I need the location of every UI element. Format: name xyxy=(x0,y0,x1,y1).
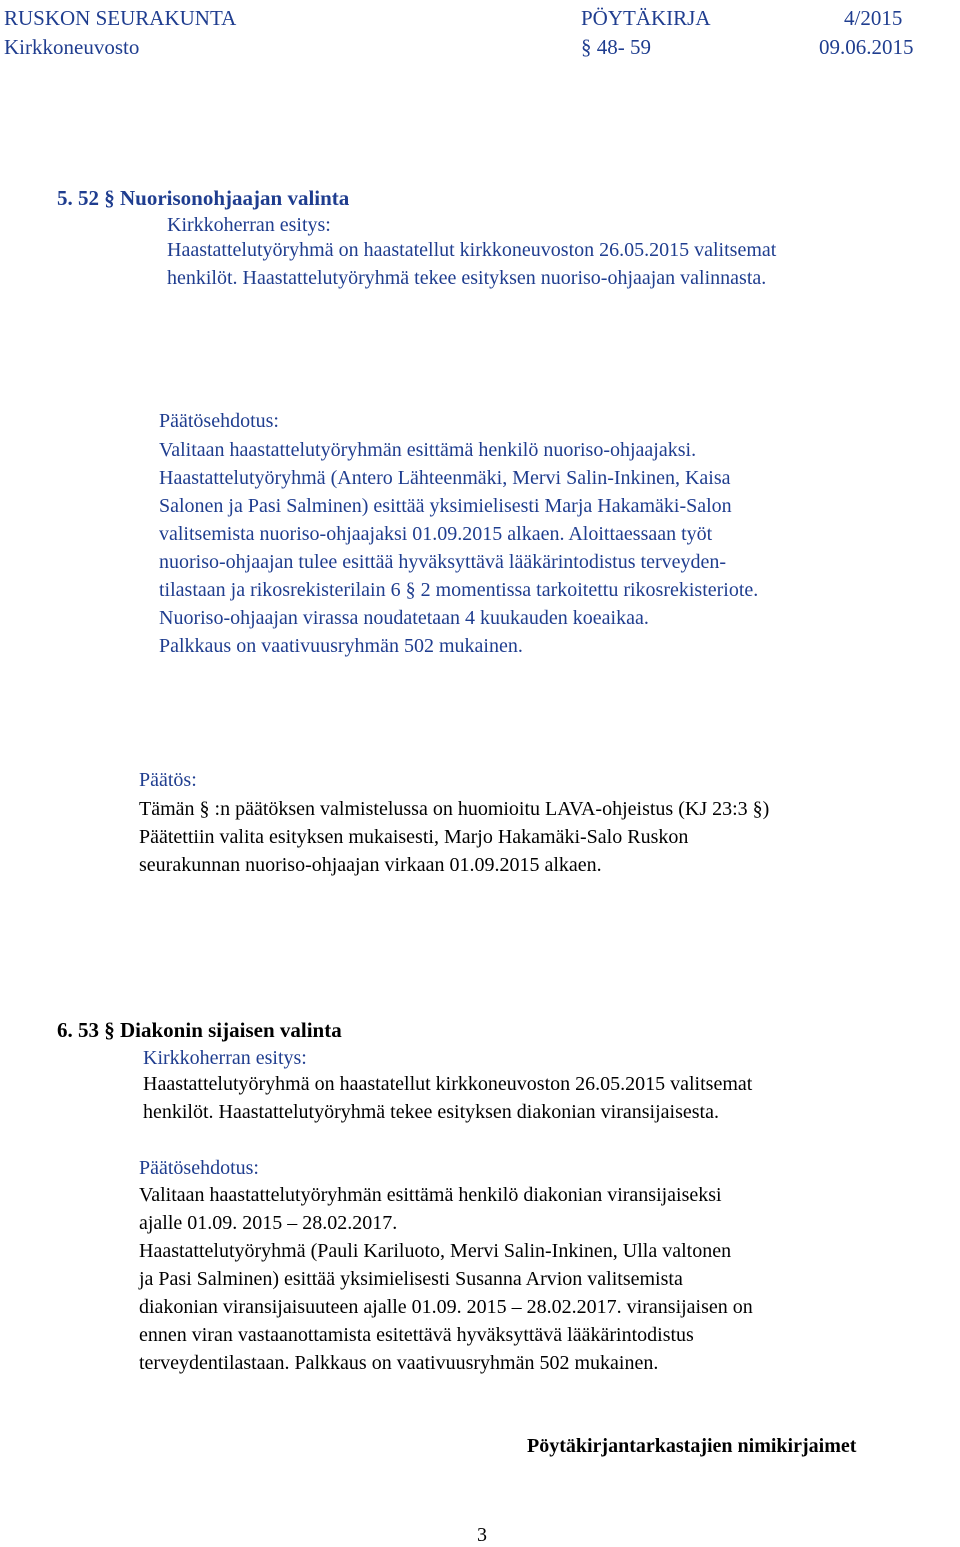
item5-decision xyxy=(139,795,939,879)
item5-number: 5. xyxy=(57,186,73,210)
item5-draft-line: valitsemista nuoriso-ohjaajaksi 01.09.2015 alkaen. Aloittaessaan työt xyxy=(159,523,713,545)
item6-draft-line: diakonian viransijaisuuteen ajalle 01.09. 2015 – 28.02.2017. viransijaisen on xyxy=(139,1296,753,1318)
item6-title: Diakonin sijaisen valinta xyxy=(120,1018,342,1042)
item5-draft-line: nuoriso-ohjaajan tulee esittää hyväksyttävä lääkärintodistus terveyden- xyxy=(159,551,727,573)
item5-draft xyxy=(159,436,949,660)
item5-decision-line: Tämän § :n päätöksen valmistelussa on huomioitu LAVA-ohjeistus (KJ 23:3 §) xyxy=(139,798,770,820)
item6-draft-line: ja Pasi Salminen) esittää yksimielisesti Susanna Arvion valitsemista xyxy=(139,1268,683,1290)
item6-proposal-line: Haastattelutyöryhmä on haastatellut kirkkoneuvoston 26.05.2015 valitsemat xyxy=(143,1073,753,1095)
item5-proposal-line: henkilöt. Haastattelutyöryhmä tekee esityksen nuoriso-ohjaajan valinnasta. xyxy=(167,267,767,289)
item6-draft xyxy=(139,1181,939,1377)
item6-proposal-line: henkilöt. Haastattelutyöryhmä tekee esityksen diakonian viransijaisesta. xyxy=(143,1101,719,1123)
item5-draft-line: Haastattelutyöryhmä (Antero Lähteenmäki, Mervi Salin-Inkinen, Kaisa xyxy=(159,467,731,489)
item5-decision-line: Päätettiin valita esityksen mukaisesti, Marjo Hakamäki-Salo Ruskon xyxy=(139,826,689,848)
item5-proposal xyxy=(167,236,947,292)
item6-heading xyxy=(57,1018,342,1042)
item5-heading xyxy=(57,186,349,210)
item6-draft-line: terveydentilastaan. Palkkaus on vaativuusryhmän 502 mukainen. xyxy=(139,1352,659,1374)
header-date: 09.06.2015 xyxy=(819,35,914,59)
item5-decision-label: Päätös: xyxy=(139,769,197,791)
header-org: RUSKON SEURAKUNTA xyxy=(4,6,237,30)
item5-proposer-label: Kirkkoherran esitys: xyxy=(167,214,331,236)
item6-draft-line: Haastattelutyöryhmä (Pauli Kariluoto, Mervi Salin-Inkinen, Ulla valtonen xyxy=(139,1240,732,1262)
item6-draft-line: Valitaan haastattelutyöryhmän esittämä henkilö diakonian viransijaiseksi xyxy=(139,1184,722,1206)
item5-section: 52 § xyxy=(78,186,115,210)
header-section-range: § 48- 59 xyxy=(581,35,651,59)
item5-decision-line: seurakunnan nuoriso-ohjaajan virkaan 01.09.2015 alkaen. xyxy=(139,854,602,876)
item6-draft-label: Päätösehdotus: xyxy=(139,1157,259,1179)
page-number: 3 xyxy=(477,1524,487,1546)
item5-draft-line: Salonen ja Pasi Salminen) esittää yksimielisesti Marja Hakamäki-Salon xyxy=(159,495,732,517)
item6-number: 6. xyxy=(57,1018,73,1042)
item5-proposal-line: Haastattelutyöryhmä on haastatellut kirkkoneuvoston 26.05.2015 valitsemat xyxy=(167,239,777,261)
signature-label: Pöytäkirjantarkastajien nimikirjaimet xyxy=(527,1435,857,1457)
header-body: Kirkkoneuvosto xyxy=(4,35,140,59)
header-doc-type: PÖYTÄKIRJA xyxy=(581,6,711,30)
header-doc-number: 4/2015 xyxy=(844,6,903,30)
item5-title: Nuorisonohjaajan valinta xyxy=(120,186,350,210)
item5-draft-line: Palkkaus on vaativuusryhmän 502 mukainen. xyxy=(159,635,523,657)
item6-draft-line: ajalle 01.09. 2015 – 28.02.2017. xyxy=(139,1212,398,1234)
item6-section: 53 § xyxy=(78,1018,115,1042)
item6-draft-line: ennen viran vastaanottamista esitettävä hyväksyttävä lääkärintodistus xyxy=(139,1324,694,1346)
item6-proposer-label: Kirkkoherran esitys: xyxy=(143,1047,307,1069)
item5-draft-line: Valitaan haastattelutyöryhmän esittämä henkilö nuoriso-ohjaajaksi. xyxy=(159,439,697,461)
item5-draft-line: Nuoriso-ohjaajan virassa noudatetaan 4 kuukauden koeaikaa. xyxy=(159,607,649,629)
item5-draft-label: Päätösehdotus: xyxy=(159,410,279,432)
item5-draft-line: tilastaan ja rikosrekisterilain 6 § 2 momentissa tarkoitettu rikosrekisteriote. xyxy=(159,579,759,601)
item6-proposal xyxy=(143,1070,943,1126)
